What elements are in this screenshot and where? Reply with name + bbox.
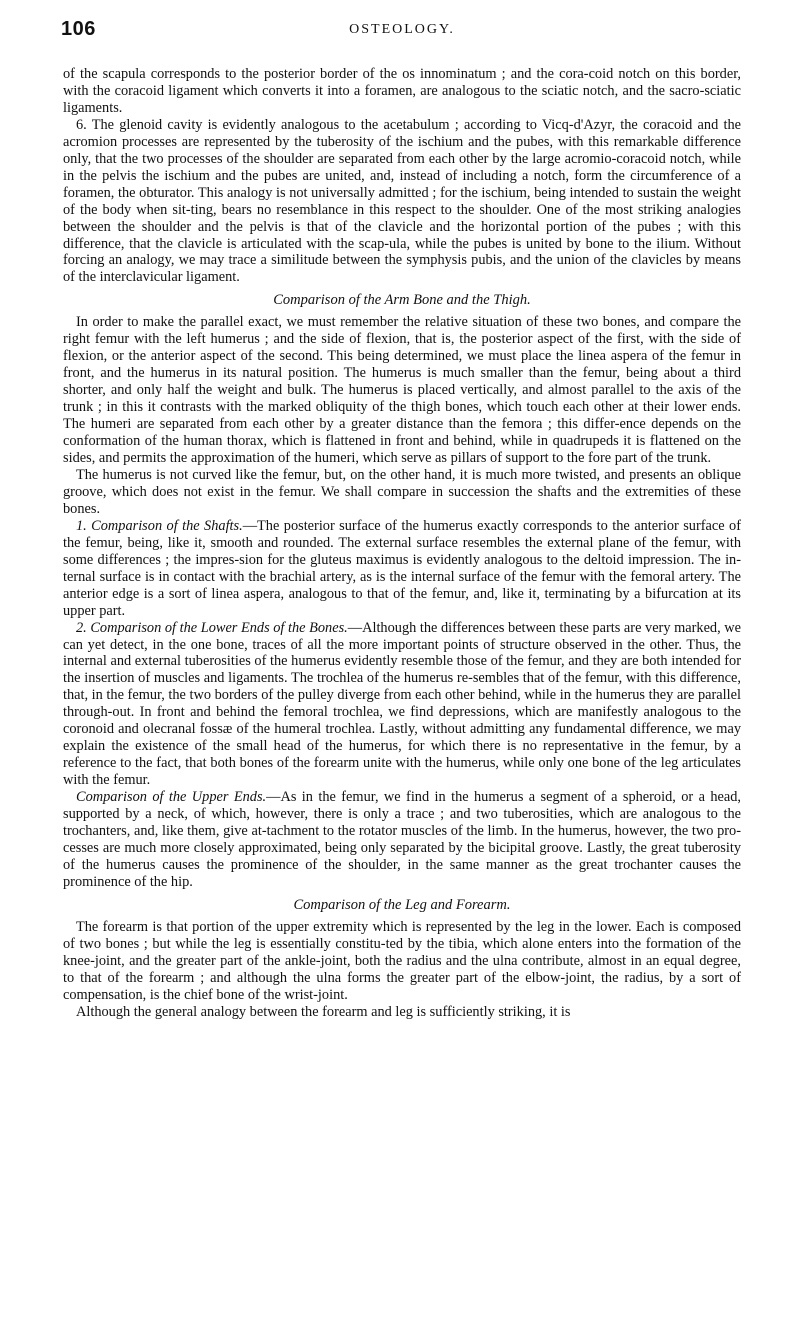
paragraph: The forearm is that portion of the upper extremity which is represented by the leg in the lower. Each is composed of two bones ; but while the leg is essentially constitu-ted by the tibia, which alone enters into the formation of the knee-joint, and the greater part of the ankle-joint, both the radius and the ulna contribute, almost in an equal degree, to that of the forearm ; and although the ulna forms the greater part of the elbow-joint, the radius, by a sort of compensation, is the chief bone of the wrist-joint.: [63, 918, 741, 1003]
paragraph-text: —Although the differences between these parts are very marked, we can yet detect, in the one bone, traces of all the more important points of structure observed in the other. Thus, the internal and external tuberosities of the humerus evidently resemble those of the femur, and they are both intended for the insertion of muscles and ligaments. The trochlea of the humerus re-sembles that of the femur, with this difference, that, in the femur, the two borders of the pulley diverge from each other behind, while in the humerus they are parallel through-out. In front and behind the femoral trochlea, we find depressions, which are manifestly analogous to the coronoid and olecranal fossæ of the humeral trochlea. Lastly, without admitting any fundamental difference, we may explain the existence of the small head of the humerus, for which there is no representative in the femur, by a reference to the fact, that both bones of the forearm unite with the humerus, while only one bone of the leg articulates with the femur.: [63, 619, 742, 789]
running-title: OSTEOLOGY.: [349, 22, 455, 37]
paragraph: [63, 518, 741, 620]
paragraph: 6. The glenoid cavity is evidently analogous to the acetabulum ; according to Vicq-d'Azyr, the coracoid and the acromion processes are represented by the tuberosity of the ischium and the pubes, with this remarkable difference only, that the two processes of the shoulder are separated from each other by the large acromio-coracoid notch, while in the pelvis the ischium and the pubes are united, and, instead of including a notch, form the circumference of a foramen, the obturator. This analogy is not universally admitted ; for the ischium, being intended to sustain the weight of the body when sit-ting, bears no resemblance in this respect to the shoulder. One of the most striking analogies between the shoulder and the pelvis is that of the clavicle and the horizontal portion of the pubes ; with this difference, that the clavicle is articulated with the scap-ula, while the pubes is united by bone to the ilium. Without forcing an analogy, we may trace a similitude between the symphysis pubis, and the union of the clavicles by means of the interclavicular ligament.: [63, 116, 741, 286]
paragraph-text: —As in the femur, we find in the humerus a segment of a spheroid, or a head, supported by a neck, of which, however, there is only a trace ; and two tuberosities, which are analogous to the trochanters, and, like them, give at-tachment to the rotator muscles of the limb. In the humerus, however, the two pro-cesses are much more closely approximated, being only separated by the bicipital groove. Lastly, the great tuberosity of the humerus causes the prominence of the shoulder, in the same manner as the great trochanter causes the prominence of the hip.: [63, 789, 742, 890]
paragraph: [63, 620, 741, 790]
paragraph: The humerus is not curved like the femur, but, on the other hand, it is much more twisted, and presents an oblique groove, which does not exist in the femur. We shall compare in succession the shafts and the extremities of these bones.: [63, 466, 741, 517]
section-heading: Comparison of the Leg and Forearm.: [293, 896, 511, 913]
body-text: [63, 66, 741, 1021]
paragraph: Although the general analogy between the forearm and leg is sufficiently striking, it is: [76, 1003, 571, 1020]
run-in-heading: 1. Comparison of the Shafts.: [76, 517, 243, 534]
section-heading: Comparison of the Arm Bone and the Thigh.: [273, 292, 531, 309]
book-page: [63, 18, 741, 1021]
paragraph: In order to make the parallel exact, we must remember the relative situation of these two bones, and compare the right femur with the left humerus ; and the side of flexion, that is, the posterior aspect of the first, with the side of flexion, or the anterior aspect of the second. This being determined, we must place the linea aspera of the femur in front, and the humerus in its natural position. The humerus is much smaller than the femur, being about a third shorter, and only half the weight and bulk. The humerus is placed vertically, and almost parallel to the axis of the trunk ; in this it contrasts with the marked obliquity of the thigh bones, which touch each other at their lower ends. The humeri are separated from each other by a greater distance than the femora ; this differ-ence depends on the conformation of the human thorax, which is flattened in front and behind, while in quadrupeds it is flattened on the sides, and permits the approximation of the humeri, which serve as pillars of support to the fore part of the trunk.: [63, 314, 741, 467]
paragraph-text: —The posterior surface of the humerus exactly corresponds to the anterior surface of the femur, being, like it, smooth and rounded. The external surface resembles the external plane of the femur, with some differences ; the impres-sion for the gluteus maximus is evidently analogous to the deltoid impression. The in-ternal surface is in contact with the brachial artery, as is the internal surface of the femur with the femoral artery. The anterior edge is a sort of linea aspera, analogous to that of the femur, and, like it, terminating by a bifurcation at its upper part.: [63, 517, 741, 619]
run-in-heading: Comparison of the Upper Ends.: [76, 789, 267, 806]
run-in-heading: 2. Comparison of the Lower Ends of the Bones.: [76, 619, 348, 636]
running-header: [63, 18, 741, 48]
page-number: 106: [61, 18, 96, 40]
paragraph: [63, 789, 741, 891]
paragraph: of the scapula corresponds to the posterior border of the os innominatum ; and the cora-coid notch on this border, with the coracoid ligament which converts it into a foramen, are analogous to the sciatic notch, and the sacro-sciatic ligaments.: [63, 66, 741, 116]
